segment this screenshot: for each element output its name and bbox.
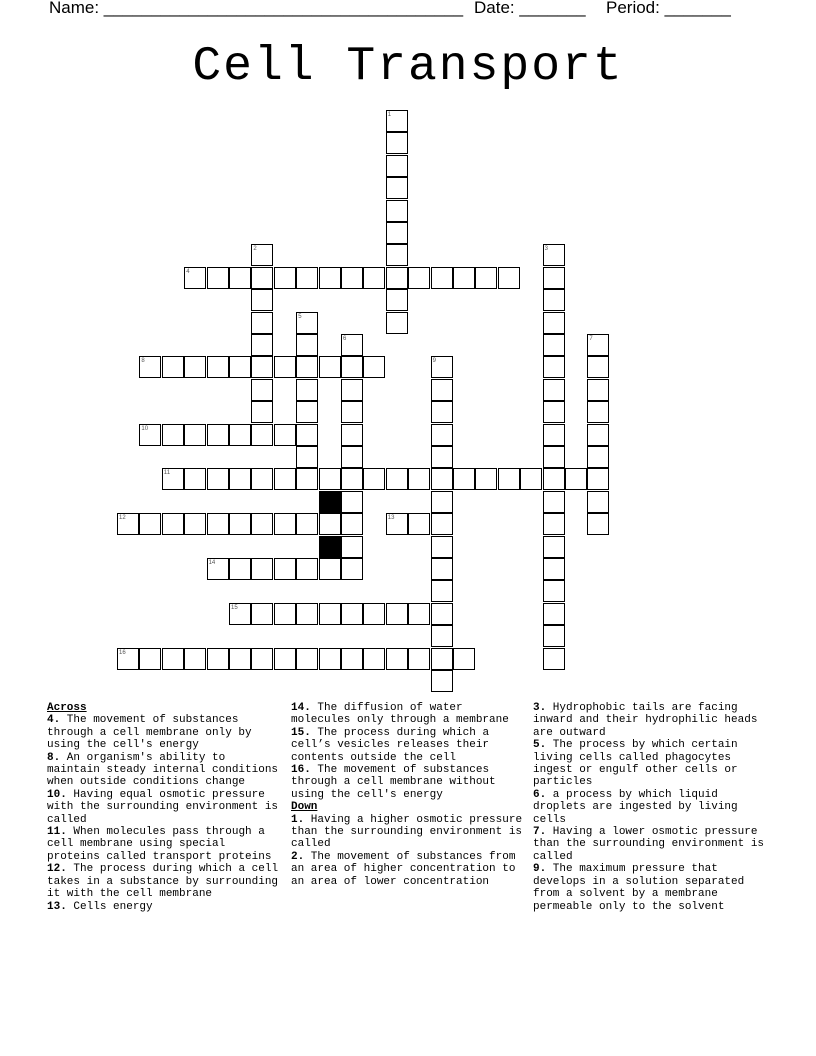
answer-cell[interactable]: [498, 468, 520, 490]
answer-cell[interactable]: [386, 200, 408, 222]
answer-cell[interactable]: [431, 670, 453, 692]
answer-cell[interactable]: [543, 468, 565, 490]
answer-cell[interactable]: [431, 603, 453, 625]
across-heading: Across: [47, 702, 87, 714]
answer-cell[interactable]: [319, 558, 341, 580]
answer-cell[interactable]: [296, 334, 318, 356]
answer-cell[interactable]: [543, 558, 565, 580]
answer-cell[interactable]: [207, 424, 229, 446]
answer-cell[interactable]: [341, 648, 363, 670]
answer-cell[interactable]: [431, 513, 453, 535]
name-field[interactable]: Name: ______________________________________: [49, 0, 464, 17]
clue-down-5: 5. The process by which certain living cells called phagocytes ingest or engulf other cells or particles: [533, 739, 738, 789]
answer-cell[interactable]: [386, 648, 408, 670]
clue-number: 1: [387, 112, 392, 118]
answer-cell[interactable]: [431, 446, 453, 468]
clue-across-15: 15. The process during which a cell’s vesicles releases their contents outside the cell: [291, 726, 490, 764]
answer-cell[interactable]: [431, 267, 453, 289]
answer-cell[interactable]: [363, 356, 385, 378]
answer-cell[interactable]: [274, 603, 296, 625]
clues-column-3: [533, 702, 769, 913]
answer-cell[interactable]: [363, 603, 385, 625]
answer-cell[interactable]: [251, 334, 273, 356]
page-title: Cell Transport: [192, 40, 624, 94]
answer-cell[interactable]: [453, 267, 475, 289]
answer-cell[interactable]: [431, 379, 453, 401]
answer-cell[interactable]: [386, 244, 408, 266]
period-field[interactable]: Period: _______: [606, 0, 731, 17]
answer-cell[interactable]: [431, 580, 453, 602]
answer-cell[interactable]: [207, 648, 229, 670]
answer-cell[interactable]: [543, 289, 565, 311]
answer-cell[interactable]: [162, 356, 184, 378]
answer-cell[interactable]: [296, 379, 318, 401]
clues-column-1: [47, 702, 279, 913]
answer-cell[interactable]: [408, 468, 430, 490]
answer-cell[interactable]: [229, 648, 251, 670]
answer-cell[interactable]: [431, 648, 453, 670]
answer-cell[interactable]: [341, 491, 363, 513]
clue-number: 5: [298, 313, 302, 320]
answer-cell[interactable]: [229, 468, 251, 490]
answer-cell[interactable]: [162, 648, 184, 670]
answer-cell[interactable]: [274, 648, 296, 670]
answer-cell[interactable]: [162, 424, 184, 446]
answer-cell[interactable]: [251, 648, 273, 670]
answer-cell[interactable]: [386, 312, 408, 334]
answer-cell[interactable]: [543, 625, 565, 647]
date-field[interactable]: Date: _______: [474, 0, 586, 17]
answer-cell[interactable]: [543, 312, 565, 334]
answer-cell[interactable]: [319, 513, 341, 535]
answer-cell[interactable]: [296, 468, 318, 490]
answer-cell[interactable]: [386, 289, 408, 311]
answer-cell[interactable]: [251, 356, 273, 378]
answer-cell[interactable]: [274, 356, 296, 378]
answer-cell[interactable]: [587, 513, 609, 535]
answer-cell[interactable]: [296, 267, 318, 289]
clue-across-12: 12. The process during which a cell takes in a substance by surrounding it with the cell membrane: [47, 863, 279, 901]
answer-cell[interactable]: [498, 267, 520, 289]
clue-across-13: 13. Cells energy: [47, 900, 153, 913]
answer-cell[interactable]: [341, 468, 363, 490]
down-heading: Down: [291, 801, 318, 814]
answer-cell[interactable]: [431, 536, 453, 558]
answer-cell[interactable]: [386, 177, 408, 199]
answer-cell[interactable]: [229, 356, 251, 378]
answer-cell[interactable]: [520, 468, 542, 490]
clue-number: 4: [186, 268, 190, 275]
answer-cell[interactable]: [341, 513, 363, 535]
answer-cell[interactable]: [453, 468, 475, 490]
answer-cell[interactable]: [184, 424, 206, 446]
clue-across-4: 4. The movement of substances through a cell membrane only by using the cell's energy: [47, 714, 252, 752]
answer-cell[interactable]: [319, 603, 341, 625]
clue-down-2: 2. The movement of substances from an area of higher concentration to an area of lower concentration: [291, 850, 516, 888]
answer-cell[interactable]: [341, 267, 363, 289]
answer-cell[interactable]: [251, 513, 273, 535]
clue-across-16: 16. The movement of substances through a cell membrane without using the cell's energy: [291, 764, 496, 801]
answer-cell[interactable]: [229, 424, 251, 446]
answer-cell[interactable]: [386, 222, 408, 244]
answer-cell[interactable]: [207, 267, 229, 289]
answer-cell[interactable]: [587, 379, 609, 401]
clue-number: 3: [544, 246, 548, 253]
answer-cell[interactable]: [296, 513, 318, 535]
answer-cell[interactable]: [587, 491, 609, 513]
answer-cell[interactable]: [386, 603, 408, 625]
answer-cell[interactable]: [543, 513, 565, 535]
clue-number: 7: [589, 336, 593, 342]
answer-cell[interactable]: [543, 491, 565, 513]
answer-cell[interactable]: [319, 468, 341, 490]
clue-down-9: 9. The maximum pressure that develops in a solution separated from a solvent by a membrane permeable only to the solvent: [533, 863, 745, 913]
answer-cell[interactable]: [543, 536, 565, 558]
answer-cell[interactable]: [274, 424, 296, 446]
answer-cell[interactable]: [363, 468, 385, 490]
clue-number: 6: [343, 336, 347, 342]
answer-cell[interactable]: [341, 401, 363, 423]
answer-cell[interactable]: [408, 603, 430, 625]
answer-cell[interactable]: [543, 580, 565, 602]
answer-cell[interactable]: [274, 468, 296, 490]
answer-cell[interactable]: [139, 513, 161, 535]
answer-cell[interactable]: [251, 424, 273, 446]
answer-cell[interactable]: [408, 267, 430, 289]
clue-down-6: 6. a process by which liquid droplets are ingested by living cells: [533, 788, 738, 826]
answer-cell[interactable]: [341, 603, 363, 625]
answer-cell[interactable]: [274, 513, 296, 535]
answer-cell[interactable]: [431, 558, 453, 580]
answer-cell[interactable]: [207, 513, 229, 535]
answer-cell[interactable]: [587, 468, 609, 490]
answer-cell[interactable]: [431, 468, 453, 490]
answer-cell[interactable]: [543, 424, 565, 446]
answer-cell[interactable]: [543, 648, 565, 670]
answer-cell[interactable]: [453, 648, 475, 670]
answer-cell[interactable]: [386, 267, 408, 289]
answer-cell[interactable]: [341, 356, 363, 378]
answer-cell[interactable]: [587, 356, 609, 378]
clue-number: 15: [231, 604, 238, 611]
answer-cell[interactable]: [341, 446, 363, 468]
answer-cell[interactable]: [296, 401, 318, 423]
clue-number: 12: [119, 515, 126, 522]
answer-cell[interactable]: [543, 334, 565, 356]
clue-number: 10: [141, 425, 149, 432]
clue-number: 13: [387, 515, 395, 522]
clue-number: 14: [208, 560, 216, 566]
answer-cell[interactable]: [296, 356, 318, 378]
clue-down-3: 3. Hydrophobic tails are facing inward and their hydrophilic heads are outward: [533, 702, 758, 739]
answer-cell[interactable]: [229, 267, 251, 289]
answer-cell[interactable]: [431, 401, 453, 423]
clue-across-14: 14. The diffusion of water molecules only through a membrane: [291, 702, 509, 727]
answer-cell[interactable]: [274, 267, 296, 289]
answer-cell[interactable]: [184, 468, 206, 490]
answer-cell[interactable]: [341, 424, 363, 446]
answer-cell[interactable]: [431, 491, 453, 513]
answer-cell[interactable]: [431, 424, 453, 446]
clue-across-8: 8. An organism's ability to maintain steady internal conditions when outside conditions change: [47, 751, 279, 789]
clue-across-10: 10. Having equal osmotic pressure with the surrounding environment is called: [47, 788, 279, 826]
answer-cell[interactable]: [251, 312, 273, 334]
answer-cell[interactable]: [296, 603, 318, 625]
answer-cell[interactable]: [319, 648, 341, 670]
answer-cell[interactable]: [543, 267, 565, 289]
answer-cell[interactable]: [341, 558, 363, 580]
answer-cell[interactable]: [341, 536, 363, 558]
clue-number: 11: [163, 470, 171, 477]
answer-cell[interactable]: [363, 648, 385, 670]
answer-cell[interactable]: [475, 468, 497, 490]
answer-cell[interactable]: [162, 513, 184, 535]
answer-cell[interactable]: [251, 468, 273, 490]
answer-cell[interactable]: [251, 401, 273, 423]
answer-cell[interactable]: [587, 424, 609, 446]
answer-cell[interactable]: [296, 424, 318, 446]
clue-down-1: 1. Having a higher osmotic pressure than the surrounding environment is called: [291, 813, 523, 851]
answer-cell[interactable]: [475, 267, 497, 289]
answer-cell[interactable]: [251, 558, 273, 580]
answer-cell[interactable]: [274, 558, 296, 580]
answer-cell[interactable]: [251, 603, 273, 625]
clue-down-7: 7. Having a lower osmotic pressure than the surrounding environment is called: [533, 826, 765, 863]
answer-cell[interactable]: [543, 379, 565, 401]
answer-cell[interactable]: [386, 155, 408, 177]
answer-cell[interactable]: [207, 356, 229, 378]
answer-cell[interactable]: [587, 401, 609, 423]
answer-cell[interactable]: [207, 468, 229, 490]
answer-cell[interactable]: [251, 289, 273, 311]
clue-number: 9: [432, 358, 436, 365]
answer-cell[interactable]: [139, 648, 161, 670]
answer-cell[interactable]: [408, 648, 430, 670]
clues-column-2: [291, 702, 523, 888]
answer-cell[interactable]: [543, 401, 565, 423]
answer-cell[interactable]: [296, 648, 318, 670]
answer-cell[interactable]: [587, 446, 609, 468]
black-square: [319, 491, 341, 513]
answer-cell[interactable]: [363, 267, 385, 289]
answer-cell[interactable]: [386, 132, 408, 154]
answer-cell[interactable]: [431, 625, 453, 647]
clue-number: 16: [119, 649, 126, 656]
answer-cell[interactable]: [408, 513, 430, 535]
answer-cell[interactable]: [296, 446, 318, 468]
answer-cell[interactable]: [184, 513, 206, 535]
answer-cell[interactable]: [184, 648, 206, 670]
answer-cell[interactable]: [565, 468, 587, 490]
answer-cell[interactable]: [543, 446, 565, 468]
answer-cell[interactable]: [184, 356, 206, 378]
answer-cell[interactable]: [229, 558, 251, 580]
clue-number: 2: [253, 246, 257, 253]
answer-cell[interactable]: [251, 267, 273, 289]
answer-cell[interactable]: [229, 513, 251, 535]
answer-cell[interactable]: [251, 379, 273, 401]
answer-cell[interactable]: [296, 558, 318, 580]
answer-cell[interactable]: [543, 603, 565, 625]
answer-cell[interactable]: [386, 468, 408, 490]
clue-across-11: 11. When molecules pass through a cell membrane using special proteins called transport proteins: [47, 826, 272, 863]
answer-cell[interactable]: [319, 356, 341, 378]
clue-number: 8: [141, 358, 145, 365]
answer-cell[interactable]: [341, 379, 363, 401]
answer-cell[interactable]: [319, 267, 341, 289]
answer-cell[interactable]: [543, 356, 565, 378]
black-square: [319, 536, 341, 558]
